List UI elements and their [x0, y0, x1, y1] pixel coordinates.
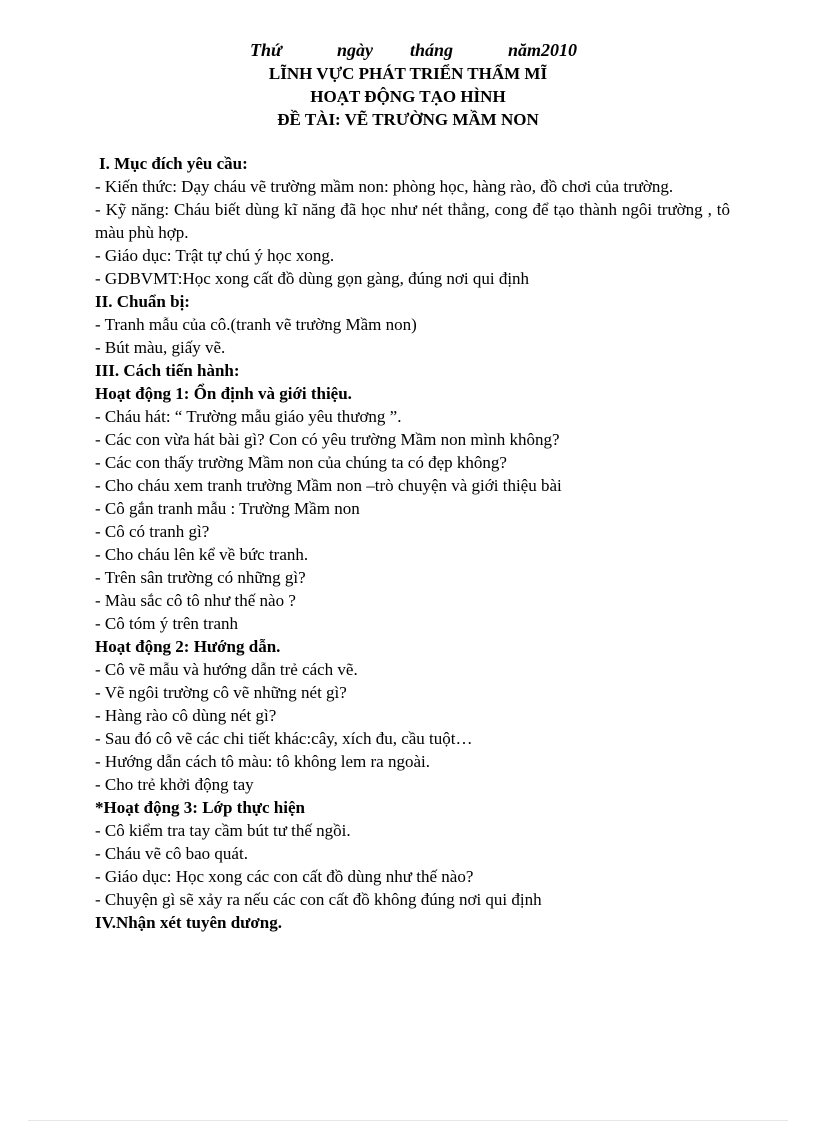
activity-1-item: - Cô gắn tranh mẫu : Trường Mầm non [95, 499, 360, 518]
activity-1-item: - Màu sắc cô tô như thế nào ? [95, 591, 296, 610]
activity-3-title: *Hoạt động 3: Lớp thực hiện [95, 798, 305, 817]
activity-2-item: - Cho trẻ khởi động tay [95, 775, 254, 794]
section-2-item: - Tranh mẫu của cô.(tranh vẽ trường Mầm non) [95, 315, 417, 334]
section-3-title: III. Cách tiến hành: [95, 361, 240, 380]
section-1-item: - GDBVMT:Học xong cất đồ dùng gọn gàng, đúng nơi qui định [95, 269, 530, 288]
activity-1-item: - Cho cháu xem tranh trường Mầm non –trò chuyện và giới thiệu bài [95, 476, 562, 495]
section-2-title: II. Chuẩn bị: [95, 292, 190, 311]
lesson-body [95, 152, 730, 934]
activity-1-title: Hoạt động 1: Ổn định và giới thiệu. [95, 384, 352, 403]
activity-3-item: - Cô kiểm tra tay cầm bút tư thế ngồi. [95, 821, 351, 840]
activity-2-item: - Hướng dẫn cách tô màu: tô không lem ra ngoài. [95, 752, 430, 771]
section-1-item: - Kiến thức: Dạy cháu vẽ trường mầm non: phòng học, hàng rào, đồ chơi của trường. [95, 177, 674, 196]
activity-3-item: - Cháu vẽ cô bao quát. [95, 844, 248, 863]
activity-2-title: Hoạt động 2: Hướng dẫn. [95, 637, 281, 656]
activity-1-item: - Cô tóm ý trên tranh [95, 614, 239, 633]
activity-1-item: - Trên sân trường có những gì? [95, 568, 306, 587]
activity-2-item: - Cô vẽ mẫu và hướng dẫn trẻ cách vẽ. [95, 660, 358, 679]
activity-1-item: - Cô có tranh gì? [95, 522, 210, 541]
section-1-title: I. Mục đích yêu cầu: [99, 154, 248, 173]
activity-1-item: - Các con vừa hát bài gì? Con có yêu trường Mầm non mình không? [95, 430, 560, 449]
activity-2-item: - Hàng rào cô dùng nét gì? [95, 706, 277, 725]
topic-heading: ĐỀ TÀI: VẼ TRƯỜNG MẦM NON [277, 110, 539, 129]
activity-1-item: - Cháu hát: “ Trường mẫu giáo yêu thương ”. [95, 407, 402, 426]
date-weekday-label: Thứ [250, 40, 282, 60]
activity-3-item: - Chuyện gì sẽ xảy ra nếu các con cất đồ không đúng nơi qui định [95, 890, 542, 909]
date-day-label: ngày [337, 40, 373, 60]
page-bottom-rule [28, 1120, 788, 1121]
section-4-title: IV.Nhận xét tuyên dương. [95, 913, 282, 932]
activity-3-item: - Giáo dục: Học xong các con cất đồ dùng như thế nào? [95, 867, 474, 886]
field-heading: LĨNH VỰC PHÁT TRIỂN THẨM MĨ [268, 64, 548, 83]
section-1-item: - Kỹ năng: Cháu biết dùng kĩ năng đã học như nét thẳng, cong để tạo thành ngôi trường , tô màu phù hợp. [95, 200, 730, 242]
activity-heading: HOẠT ĐỘNG TẠO HÌNH [310, 87, 506, 106]
activity-2-item: - Vẽ ngôi trường cô vẽ những nét gì? [95, 683, 347, 702]
activity-1-item: - Cho cháu lên kể về bức tranh. [95, 545, 309, 564]
date-month-label: tháng [410, 40, 454, 60]
date-year-label: năm2010 [508, 40, 578, 60]
section-1-item: - Giáo dục: Trật tự chú ý học xong. [95, 246, 335, 265]
date-line [250, 40, 580, 62]
activity-1-item: - Các con thấy trường Mầm non của chúng ta có đẹp không? [95, 453, 507, 472]
section-2-item: - Bút màu, giấy vẽ. [95, 338, 226, 357]
activity-2-item: - Sau đó cô vẽ các chi tiết khác:cây, xích đu, cầu tuột… [95, 729, 473, 748]
